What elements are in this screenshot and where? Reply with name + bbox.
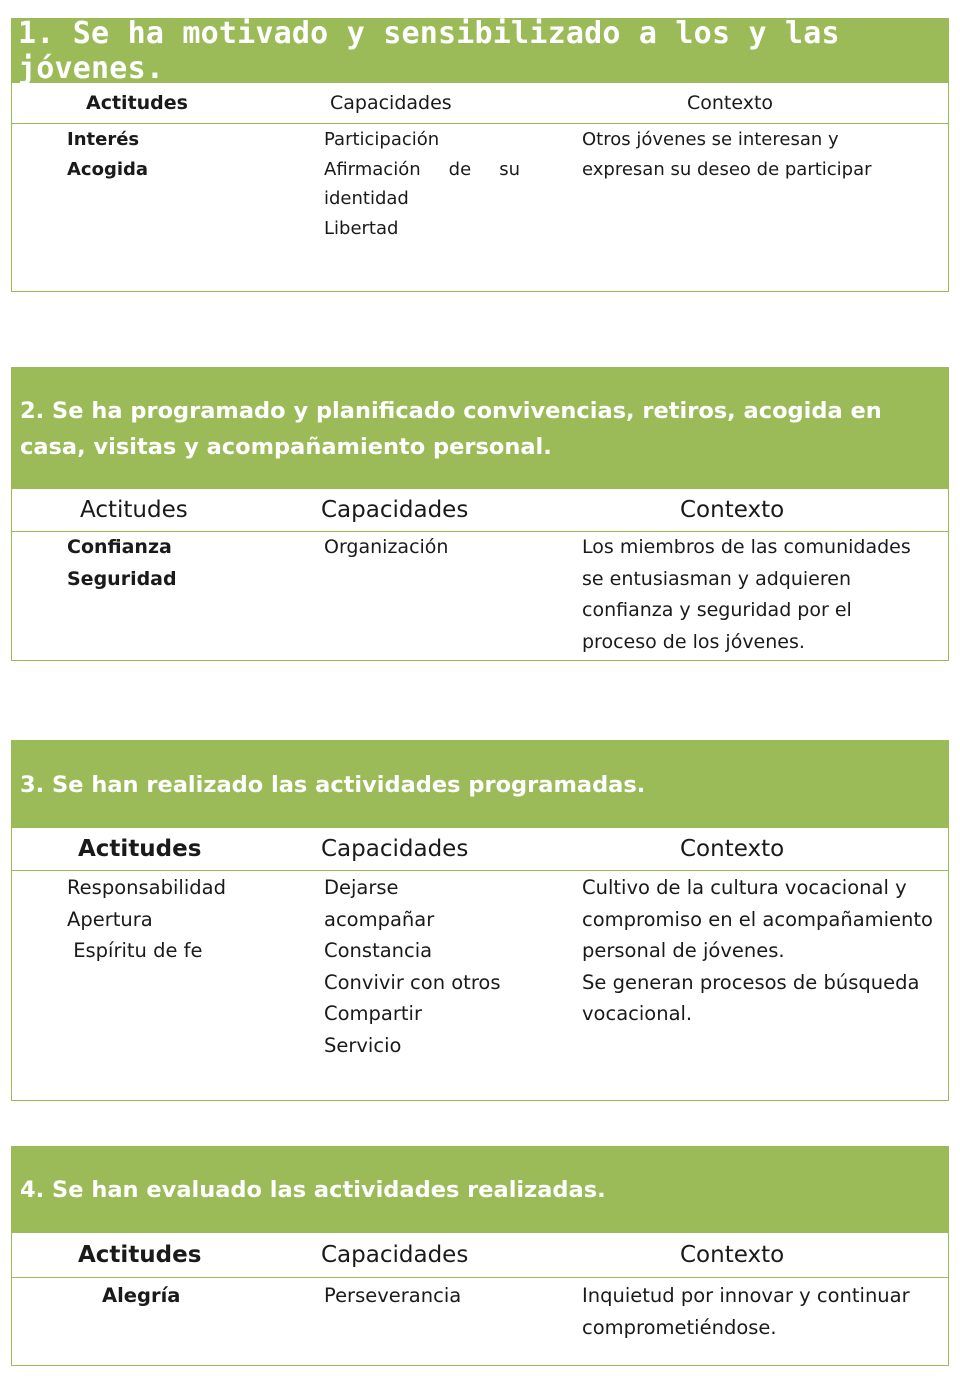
header-contexto: Contexto <box>687 92 774 114</box>
list-item: Cultivo de la cultura vocacional y <box>582 876 907 899</box>
header-contexto: Contexto <box>680 497 785 523</box>
list-item: se entusiasman y adquieren <box>582 567 851 590</box>
capacidades-cell <box>324 125 520 243</box>
list-item: comprometiéndose. <box>582 1316 777 1339</box>
word: su <box>499 158 520 180</box>
section-body <box>12 871 948 1099</box>
list-item: Dejarse <box>324 876 399 899</box>
list-item: acompañar <box>324 907 435 931</box>
section-title <box>12 368 948 489</box>
list-item: Convivir con otros <box>324 970 501 994</box>
contexto-cell <box>582 125 872 184</box>
header-actitudes: Actitudes <box>78 1242 202 1268</box>
column-headers <box>12 489 948 532</box>
header-contexto: Contexto <box>680 836 785 862</box>
actitudes-cell <box>67 125 148 184</box>
section-title <box>12 1147 948 1233</box>
section-body <box>12 124 948 292</box>
list-item: Responsabilidad <box>67 876 226 899</box>
column-headers <box>12 1233 948 1278</box>
section-title-text: 1. Se ha motivado y sensibilizado a los y las jóvenes. <box>18 16 840 86</box>
header-capacidades: Capacidades <box>321 497 469 523</box>
list-item: Otros jóvenes se interesan y <box>582 129 839 150</box>
list-item: Seguridad <box>67 567 177 590</box>
section-2 <box>11 367 949 661</box>
list-item: Organización <box>324 536 449 558</box>
list-item: compromiso en el acompañamiento <box>582 907 933 931</box>
list-item: Apertura <box>67 907 153 931</box>
section-title-text: casa, visitas y acompañamiento personal. <box>20 433 552 460</box>
header-actitudes: Actitudes <box>86 92 188 114</box>
contexto-cell <box>582 872 933 1030</box>
list-item: identidad <box>324 188 409 209</box>
section-title-text: 2. Se ha programado y planificado convivencias, retiros, acogida en <box>20 397 882 424</box>
list-item: expresan su deseo de participar <box>582 158 872 180</box>
header-actitudes: Actitudes <box>78 836 202 862</box>
section-title <box>12 16 948 86</box>
list-item: Alegría <box>102 1284 181 1307</box>
section-title <box>12 741 948 828</box>
section-body <box>12 532 948 660</box>
contexto-cell <box>582 532 911 658</box>
list-item: Los miembros de las comunidades <box>582 536 911 558</box>
word: de <box>448 158 472 180</box>
list-item: Se generan procesos de búsqueda <box>582 970 920 994</box>
list-item: personal de jóvenes. <box>582 939 785 962</box>
list-item: Confianza <box>67 536 172 558</box>
word: Afirmación <box>324 158 421 180</box>
list-item <box>324 155 520 185</box>
section-4 <box>11 1146 949 1366</box>
header-contexto: Contexto <box>680 1242 785 1268</box>
actitudes-cell <box>67 872 226 967</box>
section-title-text: 3. Se han realizado las actividades programadas. <box>20 771 646 798</box>
list-item: Participación <box>324 129 440 150</box>
list-item: Libertad <box>324 217 399 239</box>
list-item: Inquietud por innovar y continuar <box>582 1284 910 1307</box>
capacidades-cell <box>324 872 501 1061</box>
section-title-text: 4. Se han evaluado las actividades realizadas. <box>20 1177 606 1203</box>
list-item: Servicio <box>324 1033 402 1057</box>
list-item: Constancia <box>324 939 433 962</box>
section-body <box>12 1278 948 1364</box>
contexto-cell <box>582 1280 910 1344</box>
list-item: Perseverancia <box>324 1284 462 1307</box>
capacidades-cell <box>324 1280 461 1312</box>
list-item: proceso de los jóvenes. <box>582 630 805 653</box>
list-item: Compartir <box>324 1002 422 1025</box>
section-1 <box>11 18 949 292</box>
column-headers <box>12 83 948 124</box>
actitudes-cell <box>102 1280 180 1312</box>
capacidades-cell <box>324 532 448 564</box>
header-capacidades: Capacidades <box>321 836 469 862</box>
column-headers <box>12 828 948 871</box>
list-item: Interés <box>67 129 140 150</box>
header-actitudes: Actitudes <box>80 497 188 523</box>
list-item: confianza y seguridad por el <box>582 599 852 621</box>
section-3 <box>11 740 949 1101</box>
actitudes-cell <box>67 532 177 595</box>
list-item: vocacional. <box>582 1002 693 1025</box>
header-capacidades: Capacidades <box>321 1242 469 1268</box>
header-capacidades: Capacidades <box>330 92 452 114</box>
list-item: Espíritu de fe <box>67 939 203 962</box>
list-item: Acogida <box>67 158 149 180</box>
